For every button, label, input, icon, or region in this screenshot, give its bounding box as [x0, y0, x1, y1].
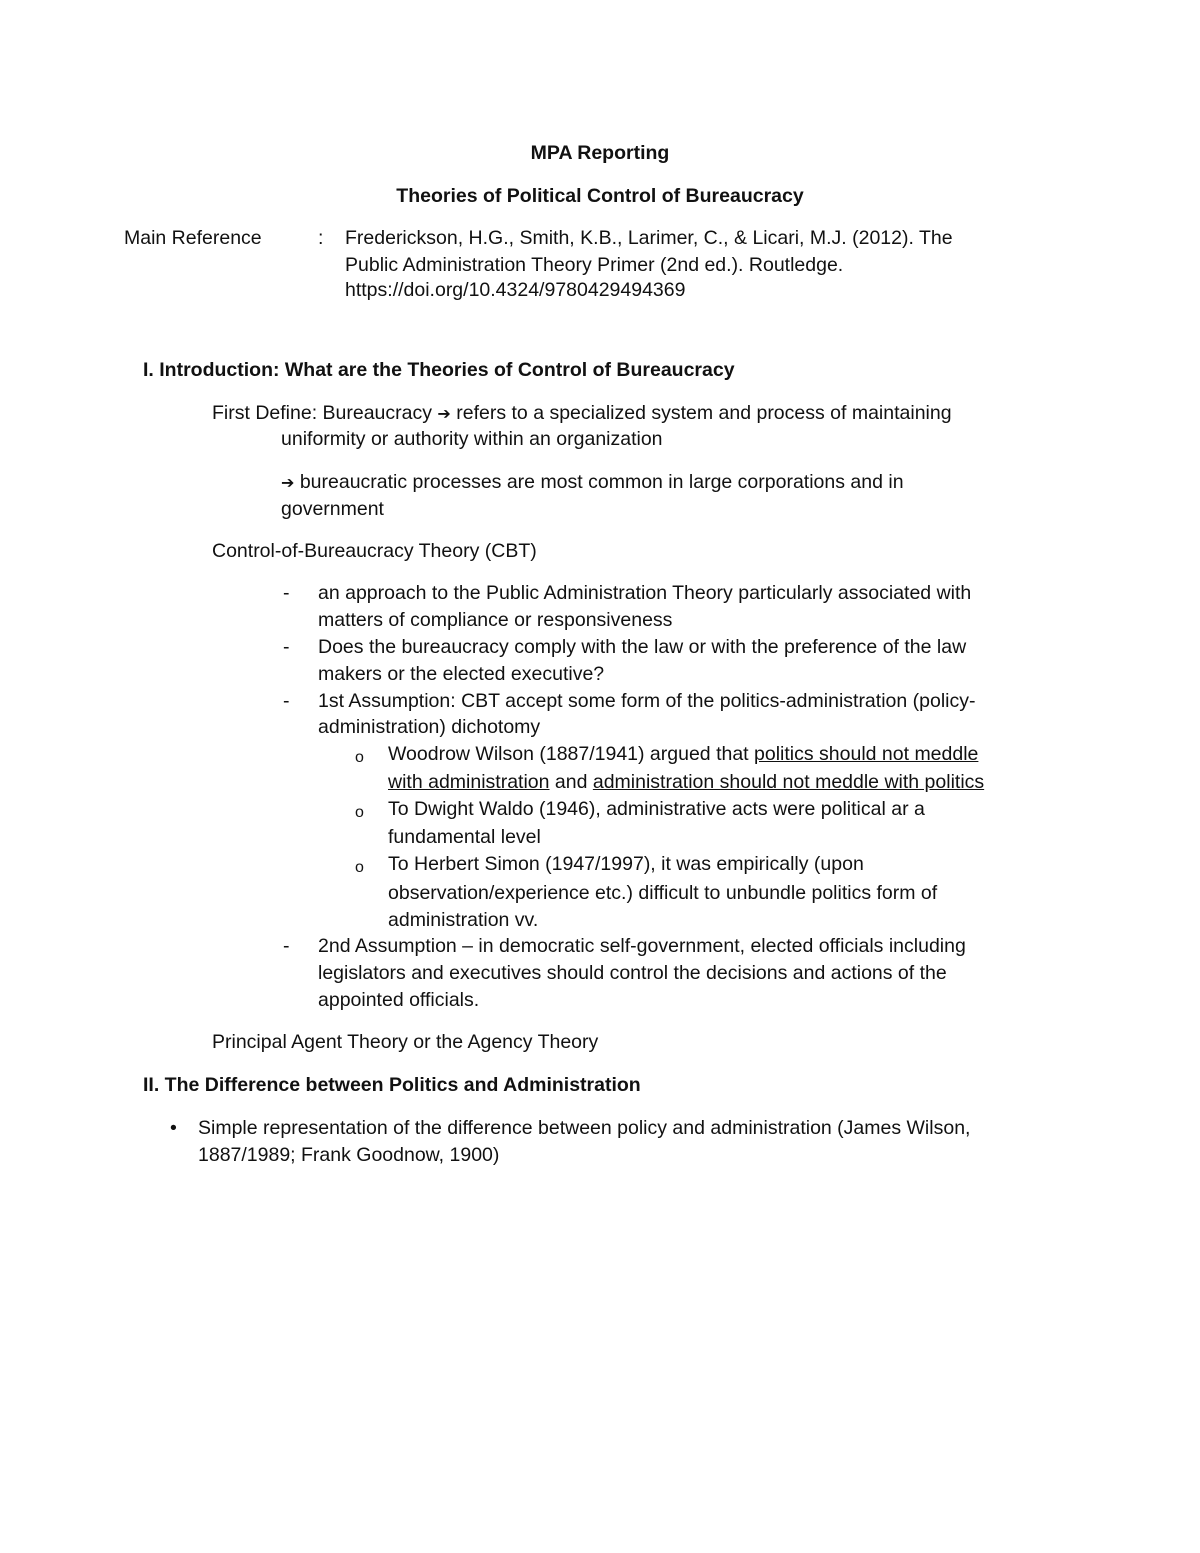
wilson-underlined-1-cont: with administration [388, 771, 550, 793]
simon-line-2: observation/experience etc.) difficult to unbundle politics form of [388, 882, 938, 904]
waldo-line-2: fundamental level [388, 826, 541, 848]
definition-text: refers to a specialized system and process of maintaining [450, 402, 952, 424]
wilson-text: Woodrow Wilson (1887/1941) argued that [388, 743, 755, 765]
waldo-line-1: To Dwight Waldo (1946), administrative acts were political ar a [388, 798, 925, 820]
wilson-underlined-1: politics should not meddle [754, 743, 979, 765]
section-2-bullet-line-2: 1887/1989; Frank Goodnow, 1900) [198, 1144, 500, 1166]
dash-marker: - [283, 582, 290, 604]
reference-separator: : [318, 227, 324, 249]
cbt-item-2-line-1: Does the bureaucracy comply with the law or with the preference of the law [318, 636, 967, 658]
reference-label: Main Reference [124, 227, 262, 249]
cbt-item-1-line-1: an approach to the Public Administration Theory particularly associated with [318, 582, 972, 604]
wilson-and: and [549, 771, 593, 793]
note-text: bureaucratic processes are most common in large corporations and in [294, 471, 904, 493]
circle-bullet-icon: o [355, 749, 364, 766]
bureaucracy-note [281, 469, 904, 496]
cbt-item-3-line-2: administration) dichotomy [318, 716, 541, 738]
section-2-heading: II. The Difference between Politics and Administration [143, 1074, 641, 1096]
bureaucracy-definition [212, 400, 952, 427]
definition-prefix: First Define: Bureaucracy [212, 402, 438, 424]
dash-marker: - [283, 636, 290, 658]
reference-line-1: Frederickson, H.G., Smith, K.B., Larimer, C., & Licari, M.J. (2012). The [345, 227, 953, 249]
section-2-bullet-line-1: Simple representation of the difference between policy and administration (James Wilson, [198, 1117, 971, 1139]
simon-line-3: administration vv. [388, 909, 539, 931]
assumption-2-line-1: 2nd Assumption – in democratic self-government, elected officials including [318, 935, 966, 957]
right-arrow-icon: ➔ [281, 473, 295, 492]
assumption-2-line-3: appointed officials. [318, 989, 480, 1011]
assumption-2-line-2: legislators and executives should control the decisions and actions of the [318, 962, 947, 984]
note-continuation: government [281, 498, 384, 520]
cbt-item-2-line-2: makers or the elected executive? [318, 663, 605, 685]
cbt-item-3-line-1: 1st Assumption: CBT accept some form of the politics-administration (policy- [318, 690, 976, 712]
dash-marker: - [283, 935, 290, 957]
bullet-icon: • [170, 1117, 177, 1139]
definition-continuation: uniformity or authority within an organization [281, 428, 663, 450]
right-arrow-icon: ➔ [437, 404, 451, 423]
wilson-line-2 [388, 769, 984, 796]
principal-agent-heading: Principal Agent Theory or the Agency Theory [212, 1031, 599, 1053]
section-1-heading: I. Introduction: What are the Theories of Control of Bureaucracy [143, 359, 735, 381]
reference-line-2: Public Administration Theory Primer (2nd ed.). Routledge. [345, 254, 844, 276]
wilson-line-1 [388, 741, 978, 768]
circle-bullet-icon: o [355, 804, 364, 821]
simon-line-1: To Herbert Simon (1947/1997), it was empirically (upon [388, 853, 864, 875]
cbt-item-1-line-2: matters of compliance or responsiveness [318, 609, 673, 631]
reference-doi: https://doi.org/10.4324/9780429494369 [345, 279, 686, 301]
document-subtitle: Theories of Political Control of Bureaucracy [396, 185, 804, 207]
wilson-underlined-2: administration should not meddle with politics [592, 771, 985, 793]
cbt-heading: Control-of-Bureaucracy Theory (CBT) [212, 540, 537, 562]
document-title: MPA Reporting [530, 142, 670, 164]
dash-marker: - [283, 690, 290, 712]
circle-bullet-icon: o [355, 859, 364, 876]
